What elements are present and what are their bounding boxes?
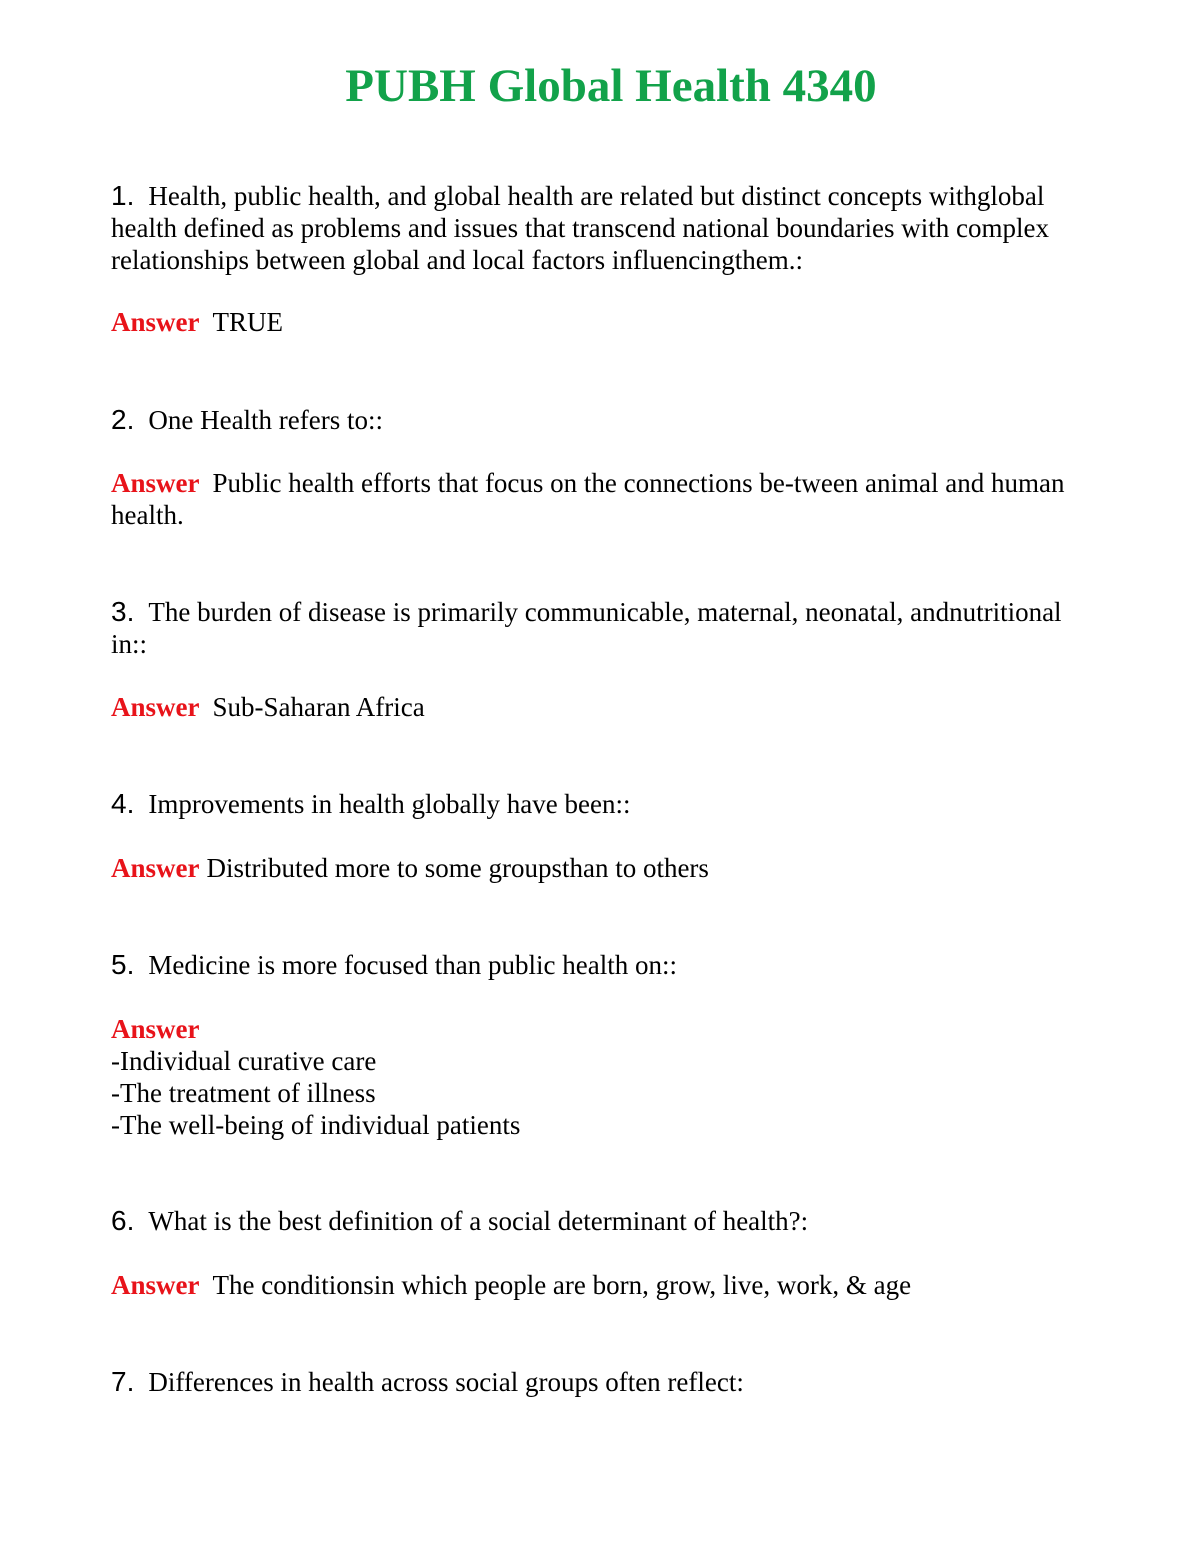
answer-body: Public health efforts that focus on the connections be-tween animal and human health. (111, 468, 1065, 530)
question-body: Medicine is more focused than public health on:: (148, 950, 677, 980)
answer-list-item: -Individual curative care (111, 1046, 377, 1076)
answer-block (111, 467, 1101, 531)
answer-block (111, 852, 1101, 884)
answer-list-item: -The well-being of individual patients (111, 1110, 521, 1140)
answer-body: Distributed more to some groupsthan to others (206, 853, 709, 883)
question-body: What is the best definition of a social determinant of health?: (148, 1206, 809, 1236)
question-text (111, 596, 1101, 660)
answer-label: Answer (111, 853, 200, 883)
question-body: Improvements in health globally have been:: (148, 789, 631, 819)
answer-text (111, 691, 1101, 723)
question-number: 7. (111, 1366, 135, 1397)
question-number: 1. (111, 180, 135, 211)
answer-body: Sub-Saharan Africa (212, 692, 425, 722)
answer-body: TRUE (212, 307, 283, 337)
question-text (111, 949, 1101, 981)
question-body: Health, public health, and global health are related but distinct concepts withglobal health defined as problems and issues that transcend national boundaries with complex relationships between global and local factors influencingthem.: (111, 181, 1049, 275)
question-text (111, 788, 1101, 820)
answer-text (111, 306, 1101, 338)
question-body: Differences in health across social groups often reflect: (148, 1367, 744, 1397)
question-block (111, 180, 1101, 276)
question-text (111, 180, 1101, 276)
answer-block (111, 1013, 1101, 1141)
question-number: 5. (111, 949, 135, 980)
page-title: PUBH Global Health 4340 (345, 60, 877, 112)
answer-block (111, 1269, 1101, 1301)
question-block (111, 404, 1101, 436)
question-number: 2. (111, 404, 135, 435)
answer-text (111, 467, 1101, 531)
answer-label: Answer (111, 1270, 200, 1300)
answer-body: The conditionsin which people are born, grow, live, work, & age (212, 1270, 912, 1300)
question-block (111, 596, 1101, 660)
answer-block (111, 691, 1101, 723)
answer-label: Answer (111, 1014, 200, 1044)
question-body: One Health refers to:: (148, 405, 384, 435)
answer-block (111, 306, 1101, 338)
question-text (111, 1205, 1101, 1237)
answer-label: Answer (111, 468, 200, 498)
answer-text (111, 852, 1101, 884)
question-text (111, 404, 1101, 436)
question-number: 4. (111, 788, 135, 819)
answer-list (111, 1045, 1101, 1141)
question-text (111, 1366, 1101, 1398)
answer-label: Answer (111, 307, 200, 337)
question-block (111, 1366, 1101, 1398)
question-block (111, 788, 1101, 820)
answer-text (111, 1013, 1101, 1045)
question-block (111, 1205, 1101, 1237)
answer-label: Answer (111, 692, 200, 722)
question-number: 6. (111, 1205, 135, 1236)
question-body: The burden of disease is primarily communicable, maternal, neonatal, andnutritional in:: (111, 597, 1062, 659)
answer-list-item: -The treatment of illness (111, 1078, 376, 1108)
question-number: 3. (111, 596, 135, 627)
question-block (111, 949, 1101, 981)
answer-text (111, 1269, 1101, 1301)
